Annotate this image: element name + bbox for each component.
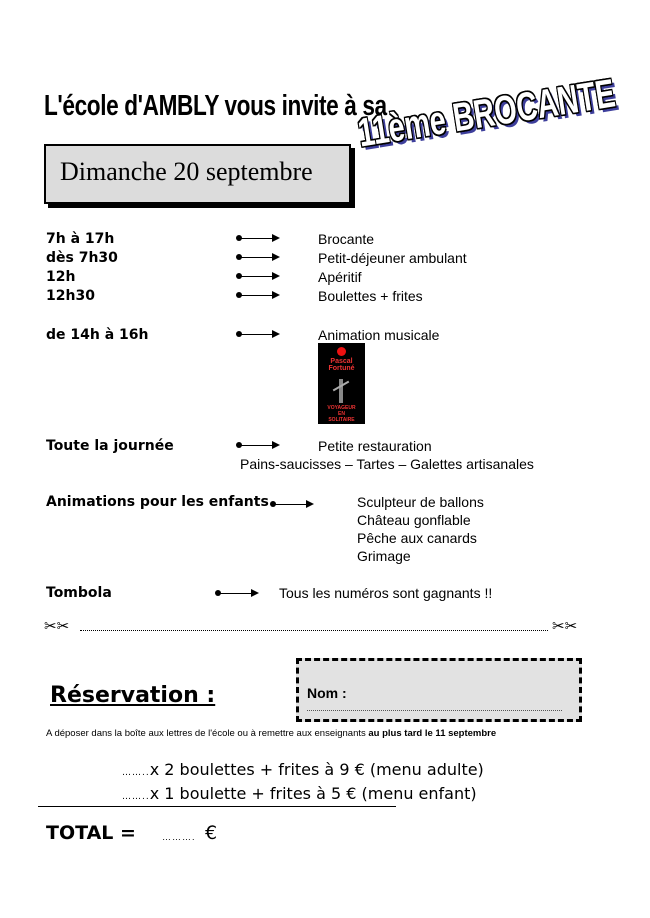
food-time: Toute la journée xyxy=(46,438,174,454)
food-details: Pains-saucisses – Tartes – Galettes artisanales xyxy=(240,456,534,472)
poster-caption: SOLITAIRE xyxy=(328,417,355,423)
kids-item: Grimage xyxy=(357,548,411,564)
schedule-time: dès 7h30 xyxy=(46,250,118,266)
schedule-activity: Brocante xyxy=(318,231,375,247)
instructions xyxy=(46,728,496,739)
schedule-time: 12h30 xyxy=(46,288,95,304)
arrow-icon xyxy=(236,328,280,340)
scissors-icon: ✂✂ xyxy=(44,618,70,635)
schedule-activity: Apéritif xyxy=(318,269,362,285)
cut-line xyxy=(80,620,548,631)
food-activity: Petite restauration xyxy=(318,438,432,454)
kids-label: Animations pour les enfants xyxy=(46,494,269,510)
quantity-field[interactable]: …….. xyxy=(122,768,150,778)
schedule-time: 12h xyxy=(46,269,76,285)
arrow-icon xyxy=(236,289,280,301)
schedule-activity: Boulettes + frites xyxy=(318,288,423,304)
tombola-text: Tous les numéros sont gagnants !! xyxy=(279,585,493,601)
menu-adult xyxy=(122,760,484,779)
menu-child-text: x 1 boulette + frites à 5 € (menu enfant) xyxy=(149,784,477,803)
event-date: Dimanche 20 septembre xyxy=(60,157,313,186)
schedule-time: 7h à 17h xyxy=(46,231,115,247)
poster-caption: EN xyxy=(338,411,345,417)
name-label: Nom : xyxy=(307,685,347,701)
total-label: TOTAL = xyxy=(46,822,136,844)
poster-caption: VOYAGEUR xyxy=(327,405,356,411)
name-field[interactable] xyxy=(307,710,562,711)
total-field[interactable]: ………. xyxy=(162,832,196,842)
kids-item: Sculpteur de ballons xyxy=(357,494,484,510)
kids-item: Château gonflable xyxy=(357,512,471,528)
reservation-title-text: Réservation : xyxy=(50,683,216,708)
schedule-activity: Petit-déjeuner ambulant xyxy=(318,250,467,266)
rose-icon xyxy=(337,347,346,356)
date-box xyxy=(44,144,351,204)
music-activity: Animation musicale xyxy=(318,327,440,343)
artist-poster xyxy=(318,343,365,424)
arrow-icon xyxy=(236,251,280,263)
reservation-title xyxy=(50,683,215,708)
scissors-icon: ✂✂ xyxy=(552,618,578,635)
menu-adult-text: x 2 boulettes + frites à 9 € (menu adulte) xyxy=(149,760,484,779)
invitation-title: L'école d'AMBLY vous invite à sa xyxy=(44,90,387,122)
poster-name: Pascal xyxy=(330,358,353,365)
poster-name: Fortuné xyxy=(328,365,355,372)
quantity-field[interactable]: …….. xyxy=(122,792,150,802)
deadline: au plus tard le 11 septembre xyxy=(368,728,497,739)
arrow-icon xyxy=(236,232,280,244)
arrow-icon xyxy=(215,587,259,599)
arrow-icon xyxy=(236,270,280,282)
name-box xyxy=(296,658,582,722)
divider xyxy=(38,806,396,807)
instructions-text: A déposer dans la boîte aux lettres de l'école ou à remettre aux enseignants xyxy=(46,728,369,739)
menu-child xyxy=(122,784,477,803)
arrow-icon xyxy=(236,439,280,451)
music-time: de 14h à 16h xyxy=(46,327,149,343)
tombola-label: Tombola xyxy=(46,585,112,601)
brocante-banner: 11ème BROCANTE xyxy=(355,71,618,156)
arrow-icon xyxy=(270,498,314,510)
kids-item: Pêche aux canards xyxy=(357,530,477,546)
euro-sign: € xyxy=(205,822,218,844)
